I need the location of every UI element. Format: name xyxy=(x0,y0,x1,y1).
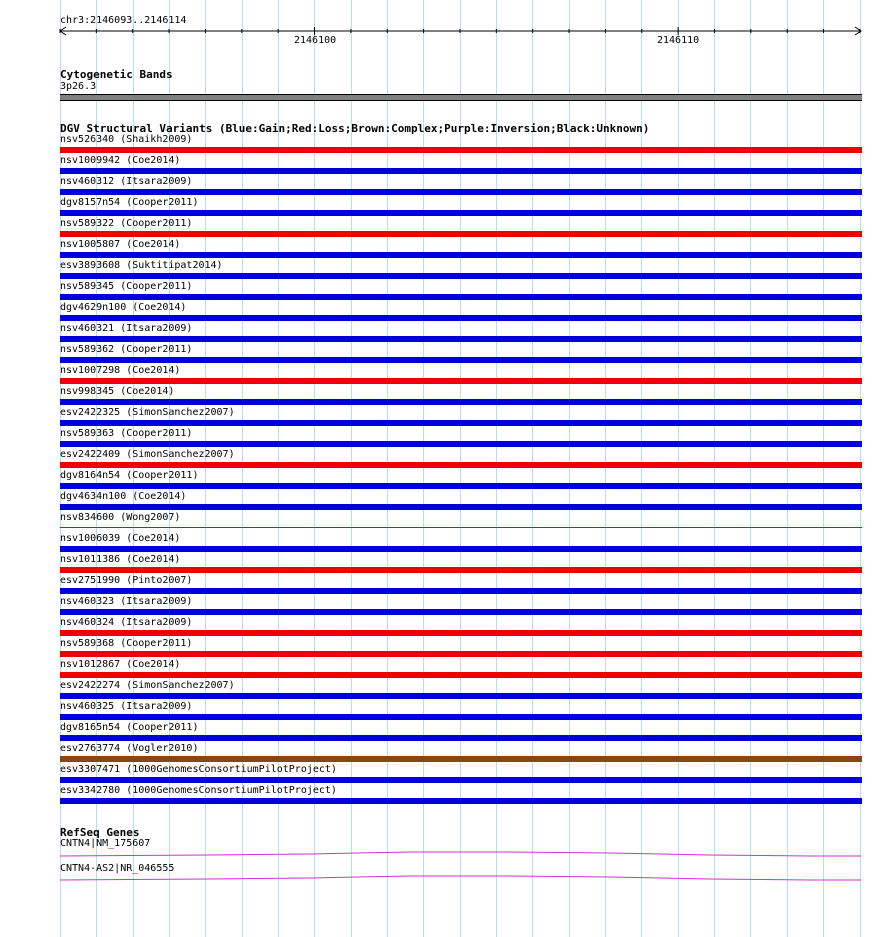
dgv-variant-label[interactable]: nsv998345 (Coe2014) xyxy=(60,386,175,397)
dgv-variant-label[interactable]: nsv1005807 (Coe2014) xyxy=(60,239,181,250)
dgv-variant-label[interactable]: dgv4629n100 (Coe2014) xyxy=(60,302,187,313)
dgv-variant-label[interactable]: nsv1007298 (Coe2014) xyxy=(60,365,181,376)
dgv-variant-label[interactable]: esv3342780 (1000GenomesConsortiumPilotProject) xyxy=(60,785,337,796)
dgv-variant-label[interactable]: nsv1006039 (Coe2014) xyxy=(60,533,181,544)
dgv-variant-label[interactable]: esv2751990 (Pinto2007) xyxy=(60,575,193,586)
dgv-variant-label[interactable]: esv2422274 (SimonSanchez2007) xyxy=(60,680,235,691)
dgv-variant-label[interactable]: nsv1012867 (Coe2014) xyxy=(60,659,181,670)
dgv-variant-label[interactable]: nsv589363 (Cooper2011) xyxy=(60,428,193,439)
gene-feature-line[interactable] xyxy=(60,876,861,880)
dgv-variant-label[interactable]: nsv834600 (Wong2007) xyxy=(60,512,181,523)
gene-feature-line[interactable] xyxy=(60,852,861,856)
dgv-variant-label[interactable]: nsv589368 (Cooper2011) xyxy=(60,638,193,649)
dgv-variant-label[interactable]: nsv460312 (Itsara2009) xyxy=(60,176,193,187)
dgv-variant-label[interactable]: nsv589322 (Cooper2011) xyxy=(60,218,193,229)
dgv-variant-label[interactable]: nsv589362 (Cooper2011) xyxy=(60,344,193,355)
ruler-tick-label: 2146110 xyxy=(657,35,700,46)
refseq-track-title[interactable]: RefSeq Genes xyxy=(60,826,140,839)
dgv-variant-label[interactable]: nsv1009942 (Coe2014) xyxy=(60,155,181,166)
dgv-variant-label[interactable]: dgv8165n54 (Cooper2011) xyxy=(60,722,199,733)
dgv-variant-label[interactable]: esv2763774 (Vogler2010) xyxy=(60,743,199,754)
dgv-variant-label[interactable]: esv2422409 (SimonSanchez2007) xyxy=(60,449,235,460)
gene-label[interactable]: CNTN4|NM_175607 xyxy=(60,838,151,849)
dgv-variant-label[interactable]: dgv8164n54 (Cooper2011) xyxy=(60,470,199,481)
ruler-tick-label: 2146100 xyxy=(294,35,337,46)
dgv-variant-label[interactable]: dgv8157n54 (Cooper2011) xyxy=(60,197,199,208)
dgv-variant-label[interactable]: nsv460325 (Itsara2009) xyxy=(60,701,193,712)
gene-label[interactable]: CNTN4-AS2|NR_046555 xyxy=(60,863,175,874)
dgv-variant-label[interactable]: nsv460321 (Itsara2009) xyxy=(60,323,193,334)
cytoband-label: 3p26.3 xyxy=(60,81,97,92)
dgv-variant-label[interactable]: nsv460324 (Itsara2009) xyxy=(60,617,193,628)
dgv-variant-label[interactable]: nsv589345 (Cooper2011) xyxy=(60,281,193,292)
dgv-variant-label[interactable]: esv3307471 (1000GenomesConsortiumPilotProject) xyxy=(60,764,337,775)
dgv-variant-label[interactable]: nsv1011386 (Coe2014) xyxy=(60,554,181,565)
dgv-track-title[interactable]: DGV Structural Variants (Blue:Gain;Red:Loss;Brown:Complex;Purple:Inversion;Black:Unknown) xyxy=(60,122,650,135)
dgv-variant-label[interactable]: nsv460323 (Itsara2009) xyxy=(60,596,193,607)
dgv-variant-label[interactable]: esv3893608 (Suktitipat2014) xyxy=(60,260,223,271)
dgv-variant-label[interactable]: nsv526340 (Shaikh2009) xyxy=(60,134,193,145)
dgv-variant-label[interactable]: dgv4634n100 (Coe2014) xyxy=(60,491,187,502)
dgv-variant-label[interactable]: esv2422325 (SimonSanchez2007) xyxy=(60,407,235,418)
position-label: chr3:2146093..2146114 xyxy=(60,15,187,26)
cytoband-track-title[interactable]: Cytogenetic Bands xyxy=(60,68,173,81)
